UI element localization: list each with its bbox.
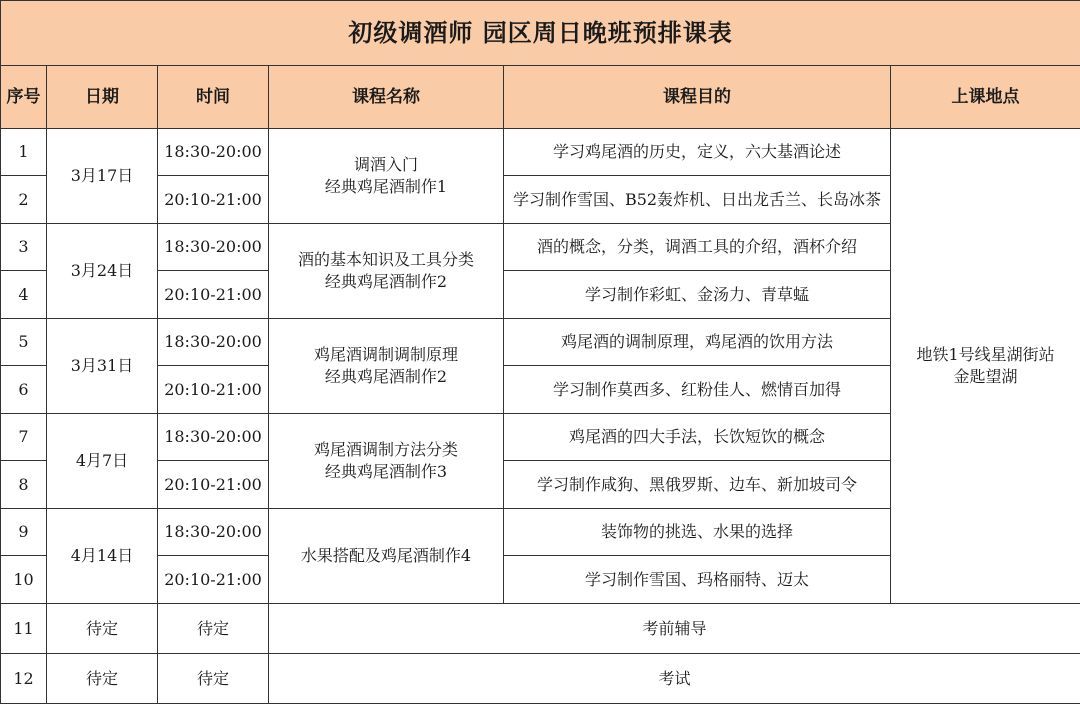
course-name — [269, 129, 504, 224]
header-purpose: 课程目的 — [504, 66, 891, 129]
course-purpose: 学习制作彩虹、金汤力、青草蜢 — [504, 271, 891, 319]
header-time: 时间 — [158, 66, 269, 129]
row-number: 8 — [1, 461, 47, 509]
session-content: 考前辅导 — [269, 604, 1080, 654]
course-purpose: 学习制作雪国、玛格丽特、迈太 — [504, 556, 891, 604]
class-time: 18:30-20:00 — [158, 509, 269, 556]
class-time: 20:10-21:00 — [158, 176, 269, 224]
class-time: 待定 — [158, 604, 269, 654]
course-name-line: 水果搭配及鸡尾酒制作4 — [300, 546, 472, 565]
header-row — [1, 66, 1080, 129]
row-number: 12 — [1, 654, 47, 704]
class-time: 18:30-20:00 — [158, 224, 269, 271]
location-line: 金匙望湖 — [953, 367, 1018, 386]
class-time: 20:10-21:00 — [158, 461, 269, 509]
class-location — [891, 129, 1080, 604]
row-number: 4 — [1, 271, 47, 319]
row-number: 6 — [1, 366, 47, 414]
course-purpose: 学习鸡尾酒的历史，定义，六大基酒论述 — [504, 129, 891, 176]
course-purpose: 学习制作莫西多、红粉佳人、燃情百加得 — [504, 366, 891, 414]
table-row — [1, 129, 1080, 176]
page-title: 初级调酒师 园区周日晚班预排课表 — [1, 1, 1080, 66]
location-line: 地铁1号线星湖街站 — [916, 345, 1055, 364]
class-date: 4月14日 — [47, 509, 158, 604]
course-purpose: 学习制作咸狗、黑俄罗斯、边车、新加坡司令 — [504, 461, 891, 509]
row-number: 9 — [1, 509, 47, 556]
header-no: 序号 — [1, 66, 47, 129]
table-row — [1, 654, 1080, 704]
course-name-line: 鸡尾酒调制调制原理 — [313, 345, 458, 364]
header-course: 课程名称 — [269, 66, 504, 129]
course-purpose: 鸡尾酒的调制原理，鸡尾酒的饮用方法 — [504, 319, 891, 366]
row-number: 10 — [1, 556, 47, 604]
class-time: 18:30-20:00 — [158, 414, 269, 461]
row-number: 3 — [1, 224, 47, 271]
class-date: 待定 — [47, 654, 158, 704]
course-name-line: 酒的基本知识及工具分类 — [297, 250, 474, 269]
course-name-line: 经典鸡尾酒制作3 — [324, 462, 448, 481]
course-name — [269, 414, 504, 509]
header-location: 上课地点 — [891, 66, 1080, 129]
class-time: 待定 — [158, 654, 269, 704]
course-name — [269, 319, 504, 414]
row-number: 5 — [1, 319, 47, 366]
course-name — [269, 224, 504, 319]
class-date: 4月7日 — [47, 414, 158, 509]
row-number: 1 — [1, 129, 47, 176]
row-number: 2 — [1, 176, 47, 224]
session-content: 考试 — [269, 654, 1080, 704]
class-time: 20:10-21:00 — [158, 556, 269, 604]
class-time: 20:10-21:00 — [158, 366, 269, 414]
course-purpose: 装饰物的挑选、水果的选择 — [504, 509, 891, 556]
row-number: 11 — [1, 604, 47, 654]
class-time: 18:30-20:00 — [158, 319, 269, 366]
table-row — [1, 604, 1080, 654]
course-purpose: 学习制作雪国、B52轰炸机、日出龙舌兰、长岛冰茶 — [504, 176, 891, 224]
header-date: 日期 — [47, 66, 158, 129]
course-name-line: 经典鸡尾酒制作2 — [324, 367, 448, 386]
course-name-line: 经典鸡尾酒制作2 — [324, 272, 448, 291]
course-purpose: 酒的概念，分类，调酒工具的介绍，酒杯介绍 — [504, 224, 891, 271]
class-date: 3月31日 — [47, 319, 158, 414]
row-number: 7 — [1, 414, 47, 461]
class-date: 3月17日 — [47, 129, 158, 224]
course-name-line: 鸡尾酒调制方法分类 — [313, 440, 458, 459]
class-time: 18:30-20:00 — [158, 129, 269, 176]
course-name — [269, 509, 504, 604]
course-name-line: 经典鸡尾酒制作1 — [324, 177, 448, 196]
class-time: 20:10-21:00 — [158, 271, 269, 319]
class-date: 3月24日 — [47, 224, 158, 319]
course-name-line: 调酒入门 — [353, 155, 418, 174]
class-date: 待定 — [47, 604, 158, 654]
course-purpose: 鸡尾酒的四大手法，长饮短饮的概念 — [504, 414, 891, 461]
